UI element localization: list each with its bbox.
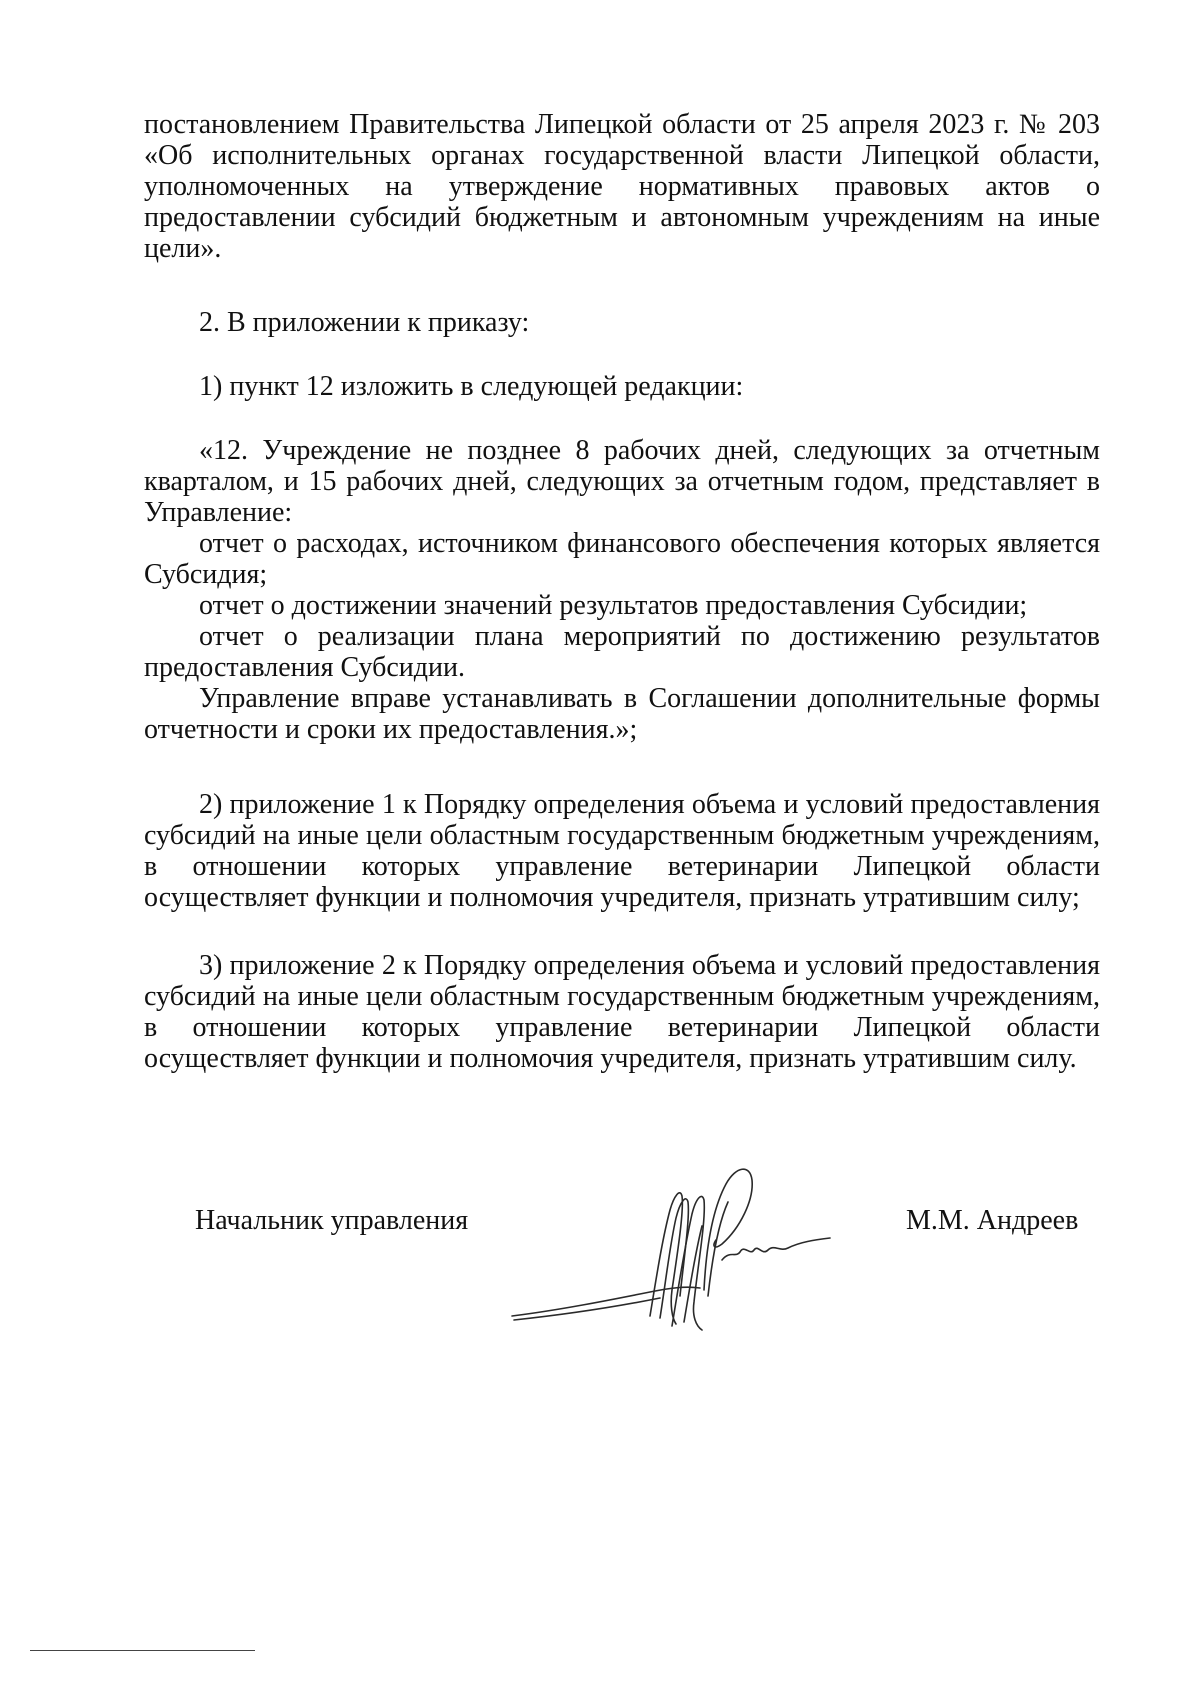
handwritten-signature bbox=[500, 1140, 860, 1350]
subitem-3: 3) приложение 2 к Порядку определения объема и условий предоставления субсидий на иные цели областным государственным бюджетным учреждениям, в отношении которых управление ветеринарии Липецкой области осуществляет функции и полномочия учредителя, признать утратившим силу. bbox=[144, 950, 1100, 1074]
quoted-clause-paragraph: Управление вправе устанавливать в Соглашении дополнительные формы отчетности и сроки их предоставления.»; bbox=[144, 683, 1100, 745]
subitem-1-block bbox=[144, 371, 1100, 402]
subitem-1: 1) пункт 12 изложить в следующей редакции: bbox=[199, 371, 744, 402]
signatory-position: Начальник управления bbox=[195, 1205, 469, 1236]
subitem-2-block bbox=[144, 789, 1100, 913]
item-2-block bbox=[144, 307, 1100, 338]
intro-paragraph-block bbox=[144, 109, 1100, 264]
footnote-separator-line bbox=[30, 1650, 255, 1651]
quoted-clause-paragraph: отчет о достижении значений результатов предоставления Субсидии; bbox=[199, 590, 1028, 621]
subitem-2: 2) приложение 1 к Порядку определения объема и условий предоставления субсидий на иные цели областным государственным бюджетным учреждениям, в отношении которых управление ветеринарии Липецкой области осуществляет функции и полномочия учредителя, признать утратившим силу; bbox=[144, 789, 1100, 913]
quoted-clause-paragraph: отчет о расходах, источником финансового обеспечения которых является Субсидия; bbox=[144, 528, 1100, 590]
intro-paragraph: постановлением Правительства Липецкой области от 25 апреля 2023 г. № 203 «Об исполнительных органах государственной власти Липецкой области, уполномоченных на утверждение нормативных правовых актов о предоставлении субсидий бюджетным и автономным учреждениям на иные цели». bbox=[144, 109, 1100, 264]
item-2-heading: 2. В приложении к приказу: bbox=[199, 307, 530, 338]
subitem-3-block bbox=[144, 950, 1100, 1074]
quoted-clause-paragraph: отчет о реализации плана мероприятий по достижению результатов предоставления Субсидии. bbox=[144, 621, 1100, 683]
signatory-name: М.М. Андреев bbox=[906, 1205, 1079, 1236]
quoted-clause-12 bbox=[144, 435, 1100, 745]
quoted-clause-paragraph: «12. Учреждение не позднее 8 рабочих дней, следующих за отчетным кварталом, и 15 рабочих дней, следующих за отчетным годом, представляет в Управление: bbox=[144, 435, 1100, 528]
